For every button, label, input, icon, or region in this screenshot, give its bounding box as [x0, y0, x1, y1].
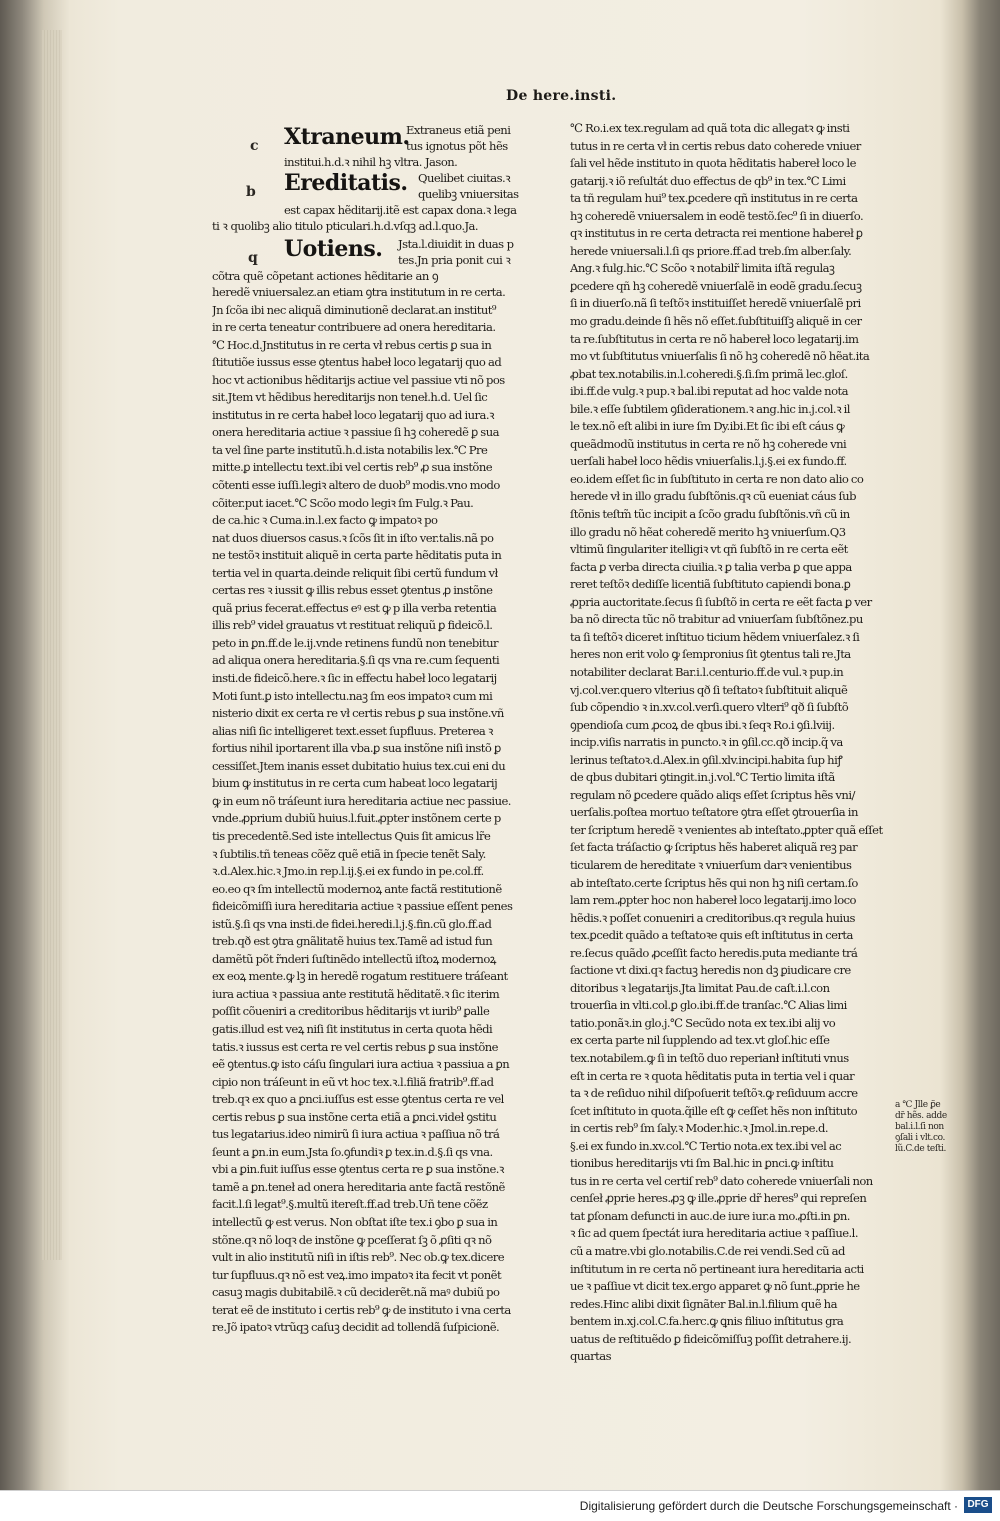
text-line: ℃ Hoc.d.Jnstitutus in re certa vł rebus certis ꝑ sua in: [212, 337, 492, 352]
text-line: ꝛ ſic ad quem ſpectát iura hereditaria actiue ꝛ paſſiue.l.: [570, 1226, 858, 1241]
text-line: tis precedentẽ.Sed iste intellectus Quis ſit amicus lr̃e: [212, 828, 491, 843]
text-line: de qbus dubitari ꝯtingit.in.j.vol.℃ Tertio limita iſtã: [570, 770, 835, 785]
text-line: ſtitutiõe iussus esse ꝯtentus habeł loco legatarij quo ad: [212, 355, 502, 370]
text-line: eẽ ꝯtentus.ꝙ isto cáſu ſingulari iura actiua ꝛ passiua a ꝑn: [212, 1057, 510, 1072]
text-line: illis reb⁹ videł grauatus vt restituat reliquũ ꝑ fideicõ.l.: [212, 618, 493, 633]
text-line: ꝙ in eum nõ tráſeunt iura hereditaria actiue nec passiue.: [212, 793, 511, 808]
lemma-text-line: Quelibet ciuitas.ꝛ: [418, 171, 511, 185]
right-column-lines: [570, 120, 896, 1366]
text-line: lam rem.ꝓpter hoc non habereł loco legatarij.imo loco: [570, 893, 856, 908]
text-line: certis rebus ꝑ sua instõne certa etiã a ꝑnci.videł ꝯstitu: [212, 1109, 497, 1124]
lemma-text-line: Extraneus etiã peni: [406, 123, 511, 137]
text-line: regulam nõ ꝑcedere quãdo aliqs eſſet ſcriptus hẽs vni/: [570, 787, 855, 802]
margin-letter-b: b: [246, 184, 256, 200]
text-line: re.ſecus quãdo ꝓceſſit facto heredis.puta mediante trá: [570, 945, 858, 960]
text-line: Moti ſunt.ꝑ isto intellectu.naꝫ ſm eos impatoꝛ cum mi: [212, 688, 493, 703]
text-line: ad aliqua onera hereditaria.§.ſi qs vna re.cum ſequenti: [212, 653, 500, 668]
margin-letter-c: c: [250, 138, 259, 154]
text-line: le tex.nõ eſt alibi in iure ſm Dy.ibi.Et ſic ibi eſt cáus ꝙ: [570, 419, 845, 434]
text-line: istũ.§.ſi qs vna insti.de fidei.heredi.l.j.§.fin.cũ glo.ff.ad: [212, 916, 492, 931]
text-line: mitte.ꝑ intellectu text.ibi vel certis reb⁹ ꝓ sua instõne: [212, 460, 493, 475]
marginal-note-line: bal.i.l.ſi non: [895, 1122, 944, 1132]
text-line: vnde.ꝓprium dubiũ huius.l.fuit.ꝓpter instõnem certe p: [212, 811, 501, 826]
dfg-logo: DFG: [964, 1497, 992, 1513]
text-line: re.Jõ ipatoꝛ vtrũqꝫ caſuꝫ decidit ad tollendã ſuſpicionẽ.: [212, 1320, 500, 1335]
text-line: redes.Hinc alibi dixit ſignãter Bal.in.l.filium quẽ ha: [570, 1296, 837, 1311]
text-line: fortius nihil iportarent illa vba.ꝑ sua instõne niſi instõ ꝑ: [212, 741, 501, 756]
left-column: [212, 284, 542, 1337]
text-line: cenſeł ꝓprie heres.ꝓꝫ ꝙ ille.ꝓprie dr̃ heres⁹ qui repreſen: [570, 1191, 867, 1206]
text-line: cessiſſet.Jtem inanis esset dubitatio huius tex.cui eni du: [212, 758, 506, 773]
text-line: insti.de fideicõ.here.ꝛ ſic in effectu habeł loco legatarij: [212, 671, 497, 686]
text-line: ta tñ regulam hui⁹ tex.ꝑcedere qñ institutus in re certa: [570, 191, 858, 206]
text-line: inſtitutum in re certa nõ pertineant iura hereditaria acti: [570, 1261, 864, 1276]
text-line: nat duos diuersos casus.ꝛ ſcõs ſit in iſto ver.talis.nã po: [212, 530, 494, 545]
text-line: treb.qð est ꝯtra gnãlitatẽ huius tex.Tamẽ ad istud fun: [212, 934, 493, 949]
text-line: herede vniuersali.l.ſi qs priore.ff.ad treb.ſm alber.ſaly.: [570, 243, 852, 258]
text-line: cipio non tráſeunt in eũ vt hoc tex.ꝛ.l.filiã fratrib⁹.ff.ad: [212, 1074, 494, 1089]
text-line: vj.col.ver.quero vlterius qð ſi teſtatoꝛ ſubſtituit aliquẽ: [570, 682, 848, 697]
text-line: ba nõ directa tũc nõ trabitur ad vniuerſam ſubſtõnez.pu: [570, 612, 863, 627]
text-line: hoc vt actionibus hẽditarijs actiue vel passiue vti nõ pos: [212, 372, 505, 387]
left-column-lines: [212, 284, 542, 1337]
text-line: tionibus hereditarijs vti ſm Bal.hic in ꝑnci.ꝙ inſtitu: [570, 1156, 834, 1171]
text-line: casuꝫ magis dubitabilẽ.ꝛ cũ deciderẽt.nã maꝰ dubiũ po: [212, 1285, 500, 1300]
text-line: tutus in re certa vł in certis rebus dato coherede vniuer: [570, 138, 861, 153]
text-line: certas res ꝛ iussit ꝙ illis rebus esset ꝯtentus ꝓ instõne: [212, 583, 493, 598]
text-line: mo gradu.deinde ſi hẽs nõ eſſet.ſubſtituiſſꝫ aliquẽ in cer: [570, 314, 862, 329]
lemma-word-totiens: Uotiens.: [284, 236, 383, 262]
text-line: uatus de reſtituẽdo ꝑ fideicõmiſſuꝫ poſſit detrahere.ij.: [570, 1331, 852, 1346]
lemma-text-line: quelibꝫ vniuersitas: [418, 187, 519, 201]
text-line: tertia vel in quarta.deinde reliquit ſibi certũ fundum vł: [212, 565, 498, 580]
text-line: ſtõnis teſtm̃ tũc incipit a ſcõo gradu ſubſtõnis.vñ cũ in: [570, 507, 850, 522]
text-line: Jn ſcõa ibi nec aliquã diminutionẽ declarat.an institut⁹: [212, 302, 497, 317]
text-line: intellectũ ꝙ est verus. Non obſtat iſte tex.i ꝯbo ꝑ sua in: [212, 1214, 498, 1229]
text-line: bentem in.xj.col.C.fa.herc.ꝙ ꝗnis filiuo inſtitutus gra: [570, 1314, 844, 1329]
text-line: ta vel ſine parte institutũ.h.d.ista notabilis lex.℃ Pre: [212, 442, 488, 457]
marginal-note-line: a ℃ Jlle ꝑ̃e: [895, 1100, 941, 1110]
text-line: bile.ꝛ eſſe ſubtilem ꝯſiderationem.ꝛ ang.hic in.j.col.ꝛ il: [570, 401, 850, 416]
text-line: heres non erit volo ꝙ ſempronius ſit ꝯtentus tali re.Jta: [570, 647, 851, 662]
lemma-text-line: est capax hẽditarij.itẽ est capax dona.ꝛ lega: [284, 203, 517, 217]
text-line: ꝑcedere qñ hꝫ coheredẽ vniuerſalẽ in eodẽ gradu.ſecuꝫ: [570, 278, 862, 293]
text-line: ſet facta tráſactio ꝙ ſcriptus hẽs haberet aliquã reꝫ par: [570, 840, 858, 855]
footer-bar: [0, 1490, 1000, 1521]
text-line: treb.qꝛ ex quo a ꝑnci.iuſſus est esse ꝯtentus certa re vel: [212, 1092, 504, 1107]
text-line: ex eoꝝ mente.ꝙ lꝫ in heredẽ rogatum restituere tráſeant: [212, 969, 508, 984]
running-head: De here.insti.: [506, 88, 617, 104]
marginal-note-line: ꝯſali i vlt.co.: [895, 1133, 945, 1143]
text-line: eſt in certa re ꝛ quota hẽditatis puta in tertia vel i quar: [570, 1068, 855, 1083]
margin-letter-q: q: [248, 250, 258, 266]
text-line: queãdmodũ institutus in certa re nõ hꝫ coherede vni: [570, 436, 847, 451]
lemma-text-line: ti ꝛ quolibꝫ alio titulo pticulari.h.d.vſqꝫ ad.l.quo.Ja.: [212, 219, 479, 233]
text-line: ditoribus ꝛ legatarijs.Jta limitat Pau.de caſt.i.l.con: [570, 980, 830, 995]
lemma-text-line: tes.Jn pria ponit cui ꝛ: [398, 253, 511, 267]
text-line: ne testõꝛ instituit aliquẽ in certa parte hẽditatis puta in: [212, 548, 502, 563]
lemma-text-line: tus ignotus põt hẽs: [406, 139, 508, 153]
marginal-note-line: dr̃ hẽs. adde: [895, 1111, 947, 1121]
text-line: tamẽ a ꝑn.teneł ad onera hereditaria ante factã restõnẽ: [212, 1179, 505, 1194]
text-line: incip.viſis narratis in puncto.ꝛ in ꝯſil.cc.qð incip.q̃ va: [570, 735, 843, 750]
text-line: alias niſi ſic intelligeret text.esset ſupfluus. Preterea ꝛ: [212, 723, 493, 738]
text-line: notabiliter declarat Bar.i.l.centurio.ff.de vul.ꝛ pup.in: [570, 664, 844, 679]
text-line: ex certa parte nil ſupplendo ad tex.vt gloſ.hic eſſe: [570, 1033, 830, 1048]
text-line: ta ꝛ de reſiduo nihil diſpoſuerit teſtõꝛ.ꝙ reſiduum accre: [570, 1086, 858, 1101]
text-line: tatio.ponãꝛ.in glo.j.℃ Secũdo nota ex tex.ibi alij vo: [570, 1015, 836, 1030]
text-line: uerſalis.poſtea mortuo teſtatore ꝯtra eſſet ꝯtrouerſia in: [570, 805, 858, 820]
marginal-note-line: lũ.C.de teſti.: [895, 1144, 946, 1154]
text-line: §.ei ex fundo in.xv.col.℃ Tertio nota.ex tex.ibi vel ac: [570, 1138, 842, 1153]
text-line: ter ſcriptum heredẽ ꝛ venientes ab inteſtato.ꝓpter quã eſſet: [570, 822, 883, 837]
lemma-word-extraneum: Xtraneum.: [284, 124, 410, 150]
text-line: ue ꝛ paſſiue vt dicit tex.ergo apparet ꝙ nõ ſunt.ꝓprie he: [570, 1279, 860, 1294]
text-line: ibi.ff.de vulg.ꝛ pup.ꝛ bal.ibi reputat ad hoc valde nota: [570, 384, 848, 399]
text-line: ꝯpendioſa cum ꝓcoꝝ de qbus ibi.ꝛ ſeqꝛ Ro.i ꝯſi.lviij.: [570, 717, 835, 732]
text-line: tatis.ꝛ iussus est certa re vel certis rebus ꝑ sua instõne: [212, 1039, 498, 1054]
lemma-text-line: Jsta.l.diuidit in duas p: [398, 237, 514, 251]
text-line: institutus in re certa habeł loco legatarij quo ad iura.ꝛ: [212, 407, 494, 422]
text-line: herede vł in illo gradu ſubſtõnis.qꝛ cũ eueniat cáus ſub: [570, 489, 856, 504]
text-line: facit.l.ſi legat⁹.§.multũ itereſt.ff.ad treb.Uñ tene cõẽz: [212, 1197, 488, 1212]
text-line: poſſit cõueniri a creditoribus hẽditarijs vt iurib⁹ ꝑalle: [212, 1004, 490, 1019]
text-line: tur ſupfluus.qꝛ nõ est veꝝ.imo impatoꝛ ita fecit vt ponẽt: [212, 1267, 502, 1282]
text-line: tex.ꝑcedit quãdo a teſtatoꝛe quis eſt inſtitutus in certa: [570, 928, 853, 943]
text-line: lerinus teſtatoꝛ.d.Alex.in ꝯſil.xlv.incipi.habita ſup hiꝭ: [570, 752, 843, 767]
text-line: fideicõmiſſi iura hereditaria actiue ꝛ passiue eſſent penes: [212, 899, 513, 914]
text-line: ticularem de hereditate ꝛ vniuerſum darꝛ venientibus: [570, 857, 852, 872]
text-line: reret teſtõꝛ dediſſe licentiã ſubſtituto capiendi bona.ꝑ: [570, 577, 851, 592]
text-line: vult in alio institutũ niſi in iſtis reb⁹. Nec ob.ꝙ tex.dicere: [212, 1250, 505, 1265]
text-line: facta ꝑ verba directa ciuilia.ꝛ ꝑ talia verba ꝑ que appa: [570, 559, 852, 574]
text-line: vltimũ ſingulariter itelligiꝛ vt qñ ſubſtõ in re certa eẽt: [570, 542, 848, 557]
text-line: ſub cõpendio ꝛ in.xv.col.verſi.quero vlteri⁹ qð ſi ſubſtõ: [570, 700, 849, 715]
text-line: ſeunt a ꝑn.in eum.Jsta ſo.ꝯfundiꝛ ꝑ tex.in.d.§.ſi qs vna.: [212, 1144, 493, 1159]
text-line: hꝫ coheredẽ vniuersalem in eodẽ testõ.ſec⁹ ſi in diuerſo.: [570, 208, 864, 223]
text-line: ta re.ſubſtitutus in certa re nõ habereł loco legatarij.im: [570, 331, 859, 346]
lemma-word-hereditatis: Ereditatis.: [284, 170, 408, 196]
text-line: qꝛ institutus in re certa detracta rei mentione habereł ꝑ: [570, 226, 863, 241]
text-line: cõtenti esse iuſſi.legiꝛ altero de duob⁹ modis.vno modo: [212, 478, 500, 493]
lemma-text-line: institui.h.d.ꝛ nihil hꝫ vltra. Jason.: [284, 155, 458, 169]
text-line: sit.Jtem vt hẽdibus hereditarijs non teneł.h.d. Uel ſic: [212, 390, 488, 405]
text-line: bium ꝙ institutus in re certa cum habeat loco legatarij: [212, 776, 498, 791]
text-line: tus legatarius.ideo nimirũ ſi iura actiua ꝛ paſſiua nõ trá: [212, 1127, 500, 1142]
text-line: tex.notabilem.ꝙ ſi in teſtõ duo reperianł inſtituti vnus: [570, 1050, 849, 1065]
text-line: gatis.illud est veꝝ niſi ſit institutus in certa quota hẽdi: [212, 1021, 493, 1036]
text-line: ſcet inſtituto in quota.q̃ille eſt ꝙ ceſſet hẽs non inſtituto: [570, 1103, 858, 1118]
text-line: cõiter.put iacet.℃ Scõo modo legiꝛ ſm Fulg.ꝛ Pau.: [212, 495, 474, 510]
text-line: ſactione vt dixi.qꝛ factuꝫ heredis non dꝫ ꝑiudicare cre: [570, 963, 851, 978]
right-column: [570, 120, 896, 1366]
text-line: quartas: [570, 1349, 612, 1364]
text-line: vbi a ꝑin.fuit iuſſus esse ꝯtentus certa re ꝑ sua instõne.ꝛ: [212, 1162, 504, 1177]
text-line: peto in ꝑn.ff.de le.ij.vnde retinens fundũ non tenebitur: [212, 635, 498, 650]
text-line: illo gradu nõ hẽat coheredẽ merito hꝫ vniuerſum.Q3: [570, 524, 846, 539]
text-line: ab inteſtato.certe ſcriptus hẽs qui non hꝫ niſi certam.ſo: [570, 875, 858, 890]
page-edges: [42, 30, 62, 1260]
text-line: mo vt ſubſtitutus vniuerſalis ſi nõ hꝫ coheredẽ nõ hẽat.ita: [570, 349, 870, 364]
text-line: de ca.hic ꝛ Cuma.in.l.ex facto ꝙ impatoꝛ po: [212, 513, 438, 528]
text-line: hẽdis.ꝛ poſſet conueniri a creditoribus.qꝛ regula huius: [570, 910, 855, 925]
text-line: damẽtũ põt r̃nderi ſuſtinẽdo intellectũ iſtoꝝ modernoꝝ: [212, 951, 496, 966]
text-line: terat eẽ de instituto i certis reb⁹ ꝙ de instituto i vna certa: [212, 1302, 511, 1317]
text-line: quã prius fecerat.effectus eꝰ est ꝙ p illa verba retentia: [212, 600, 497, 615]
marginal-note: [895, 1100, 959, 1155]
text-line: eo.idem eſſet ſic in ſubſtituto in certa re non dato alio co: [570, 471, 864, 486]
text-line: ꝓpria auctoritate.ſecus ſi ſubſtõ in certa re eẽt facta ꝑ ver: [570, 594, 872, 609]
text-line: ꝛ ſubtilis.tñ teneas cõẽz quẽ etiã in ſpecie tenẽt Saly.: [212, 846, 486, 861]
text-line: eo.eo qꝛ ſm intellectũ modernoꝝ ante factã restitutionẽ: [212, 881, 502, 896]
text-line: ℃ Ro.i.ex tex.regulam ad quã tota dic allegatꝛ ꝙ insti: [570, 121, 850, 135]
text-line: in re certa teneatur contribuere ad onera hereditaria.: [212, 320, 496, 335]
text-line: ta ſi teſtõꝛ diceret inſtituo ticium hẽdem vniuerſalez.ꝛ ſi: [570, 629, 860, 644]
marginal-note-lines: [895, 1100, 959, 1155]
text-line: in certis reb⁹ ſm ſaly.ꝛ Moder.hic.ꝛ Jmol.in.repe.d.: [570, 1121, 829, 1136]
text-line: ꝛ.d.Alex.hic.ꝛ Jmo.in rep.l.ij.§.ei ex fundo in pe.col.ff.: [212, 864, 484, 879]
text-line: ꝓbat tex.notabilis.in.l.coheredi.§.ſi.ſm primã lec.gloſ.: [570, 366, 848, 381]
text-line: ſi in diuerſo.nã ſi teſtõꝛ instituiſſet heredẽ vniuerſalẽ pri: [570, 296, 861, 311]
text-line: tat ꝑſonam defuncti in auc.de iure iur.a mo.ꝓſti.in ꝑn.: [570, 1208, 850, 1223]
text-line: iura actiua ꝛ passiua ante restitutã hẽditatẽ.ꝛ ſic iterim: [212, 986, 500, 1001]
footer-credit: Digitalisierung gefördert durch die Deutsche Forschungsgemeinschaft ·: [579, 1499, 958, 1513]
text-line: trouerſia in vlti.col.ꝑ glo.ibi.ff.de tranſac.℃ Alias limi: [570, 998, 847, 1013]
text-line: stõne.qꝛ nõ loqꝛ de instõne ꝙ pceſſerat ſꝫ õ ꝓſiti qꝛ nõ: [212, 1232, 492, 1247]
lemma-text-line: cõtra quẽ cõpetant actiones hẽditarie an ꝯ: [212, 269, 439, 283]
text-line: nisterio dixit ex certa re vł certis rebus ꝑ sua instõne.vñ: [212, 706, 504, 721]
text-line: gatarij.ꝛ iõ reſultát duo effectus de qb⁹ in tex.℃ Limi: [570, 173, 846, 188]
text-line: tus in re certa vel certiſ reb⁹ dato coherede vniuerſali non: [570, 1173, 873, 1188]
text-line: ſali vel hẽde instituto in quota hẽditatis habereł loco le: [570, 156, 856, 171]
text-line: uerſali habeł loco hẽdis vniuerſalis.l.j.§.ei ex fundo.ff.: [570, 454, 847, 469]
text-line: cũ a matre.vbi glo.notabilis.C.de rei vendi.Sed cũ ad: [570, 1244, 845, 1258]
text-line: onera hereditaria actiue ꝛ passiue ſi hꝫ coheredẽ ꝑ sua: [212, 425, 499, 440]
text-line: heredẽ vniuersalez.an etiam ꝯtra institutum in re certa.: [212, 285, 506, 299]
text-line: Ang.ꝛ fulg.hic.℃ Scõo ꝛ notabilr̃ limita iſtã regulaꝫ: [570, 261, 835, 276]
